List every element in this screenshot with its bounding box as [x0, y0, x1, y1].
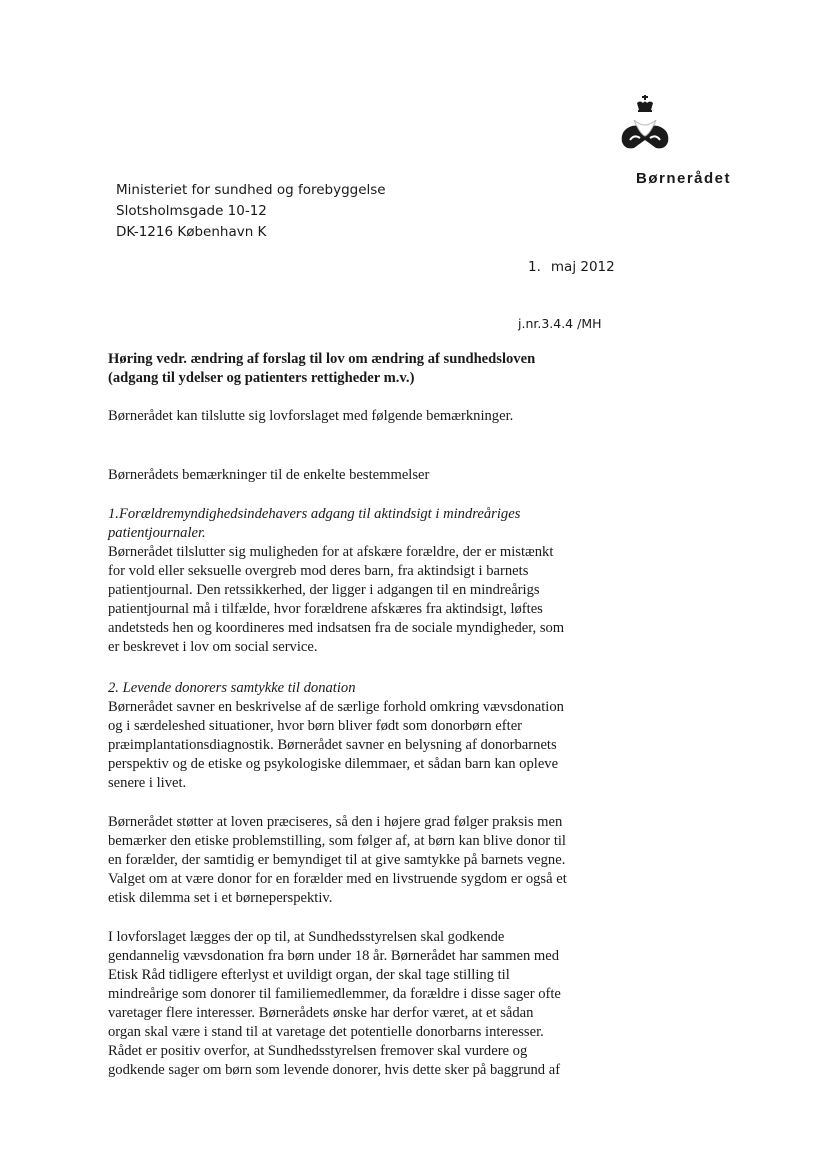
- item1-paragraph: [108, 543, 618, 657]
- letter-body: [108, 350, 618, 1080]
- subject-heading: [108, 350, 618, 388]
- text-line: Børnerådet støtter at loven præciseres, så den i højere grad følger praksis men: [108, 814, 563, 830]
- date-day: 1.: [528, 259, 541, 275]
- text-line: varetager flere interesser. Børnerådets ønske har derfor været, at et sådan: [108, 1005, 534, 1021]
- item2-paragraph-1: [108, 698, 618, 793]
- section-heading: Børnerådets bemærkninger til de enkelte bestemmelser: [108, 467, 430, 483]
- recipient-line: DK-1216 København K: [116, 224, 267, 240]
- intro-paragraph: Børnerådet kan tilslutte sig lovforslaget med følgende bemærkninger.: [108, 408, 514, 424]
- text-line: godkende sager om børn som levende donorer, hvis dette sker på baggrund af: [108, 1062, 561, 1078]
- text-line: patientjournal må i tilfælde, hvor forældrene afskæres fra aktindsigt, løftes: [108, 601, 543, 617]
- text-line: I lovforslaget lægges der op til, at Sundhedsstyrelsen skal godkende: [108, 929, 505, 945]
- date-rest: maj 2012: [550, 259, 615, 275]
- borneraadet-logo: [600, 90, 790, 200]
- recipient-address: [116, 180, 386, 243]
- item2-paragraph-2: [108, 813, 618, 908]
- item1-heading-line: patientjournaler.: [108, 525, 206, 541]
- recipient-line: Slotsholmsgade 10-12: [116, 203, 267, 219]
- subject-line: (adgang til ydelser og patienters rettigheder m.v.): [108, 370, 415, 386]
- text-line: andetsteds hen og koordineres med indsatsen fra de sociale myndigheder, som: [108, 620, 565, 636]
- letter-date: [528, 259, 615, 275]
- text-line: bemærker den etiske problemstilling, som følger af, at børn kan blive donor til: [108, 833, 566, 849]
- text-line: en forælder, der samtidig er bemyndiget til at give samtykke på barnets vegne.: [108, 852, 566, 868]
- text-line: for vold eller seksuelle overgreb mod deres barn, fra aktindsigt i barnets: [108, 563, 529, 579]
- text-line: mindreårige som donorer til familiemedlemmer, da forældre i disse sager ofte: [108, 986, 561, 1002]
- text-line: senere i livet.: [108, 775, 187, 791]
- text-line: organ skal være i stand til at varetage det potentielle donorbarns interesser.: [108, 1024, 544, 1040]
- item2-paragraph-3: [108, 928, 618, 1080]
- crown-heart-emblem-icon: [610, 90, 700, 160]
- text-line: patientjournal. Den retssikkerhed, der ligger i adgangen til en mindreårigs: [108, 582, 540, 598]
- text-line: og i særdeleshed situationer, hvor børn bliver født som donorbørn efter: [108, 718, 523, 734]
- text-line: perspektiv og de etiske og psykologiske dilemmaer, et sådan barn kan opleve: [108, 756, 559, 772]
- text-line: Valget om at være donor for en forælder med en livstruende sygdom er også et: [108, 871, 567, 887]
- text-line: præimplantationsdiagnostik. Børnerådet savner en belysning af donorbarnets: [108, 737, 557, 753]
- text-line: etisk dilemma set i et børneperspektiv.: [108, 890, 333, 906]
- item1-heading: [108, 505, 618, 543]
- subject-line: Høring vedr. ændring af forslag til lov om ændring af sundhedsloven: [108, 351, 536, 367]
- text-line: Etisk Råd tidligere efterlyst et uvildigt organ, der skal tage stilling til: [108, 967, 510, 983]
- item2-heading: 2. Levende donorers samtykke til donation: [108, 680, 356, 696]
- logo-wordmark: Børnerådet: [636, 170, 732, 187]
- item1-heading-line: 1.Forældremyndighedsindehavers adgang til aktindsigt i mindreåriges: [108, 506, 521, 522]
- text-line: Børnerådet tilslutter sig muligheden for at afskære forældre, der er mistænkt: [108, 544, 554, 560]
- recipient-line: Ministeriet for sundhed og forebyggelse: [116, 182, 386, 198]
- text-line: Børnerådet savner en beskrivelse af de særlige forhold omkring vævsdonation: [108, 699, 564, 715]
- text-line: gendannelig vævsdonation fra børn under 18 år. Børnerådet har sammen med: [108, 948, 560, 964]
- text-line: er beskrevet i lov om social service.: [108, 639, 318, 655]
- journal-number: j.nr.3.4.4 /MH: [518, 316, 602, 331]
- text-line: Rådet er positiv overfor, at Sundhedsstyrelsen fremover skal vurdere og: [108, 1043, 528, 1059]
